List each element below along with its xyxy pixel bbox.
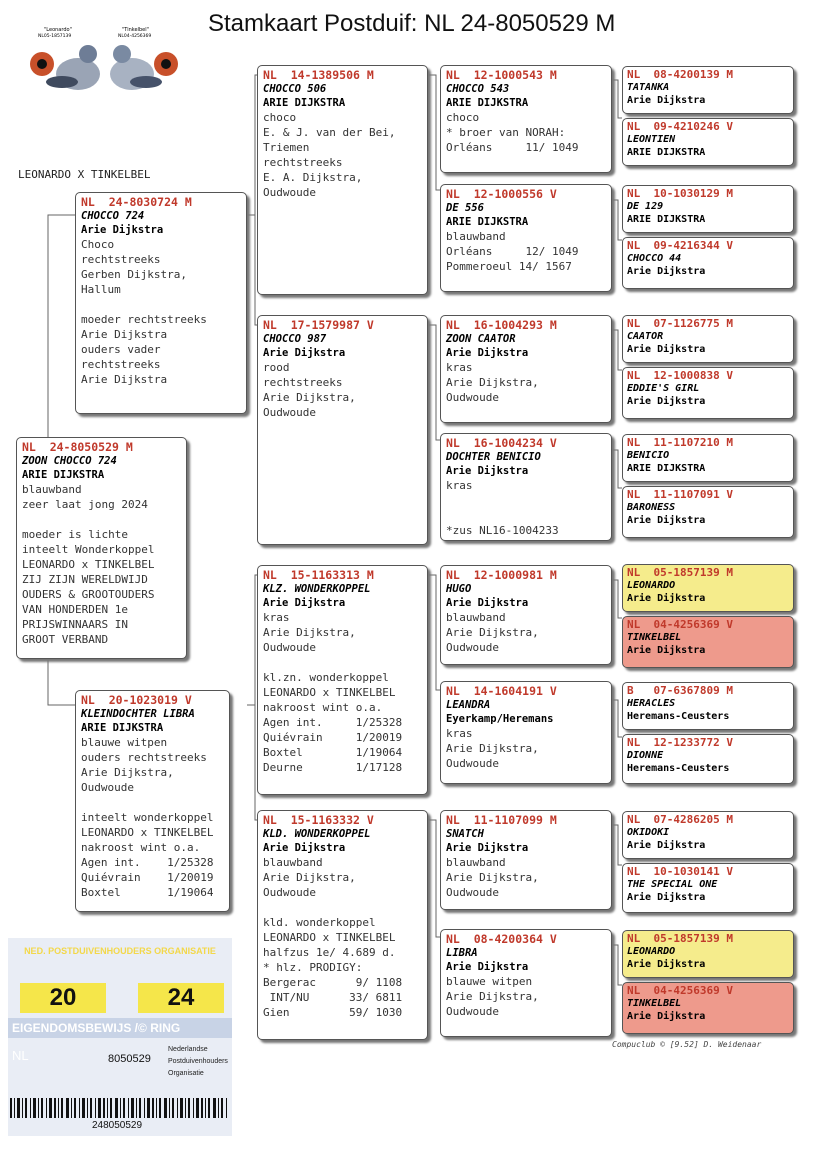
owner: Arie Dijkstra (627, 266, 706, 277)
pigeon-card-fm[interactable] (257, 315, 428, 545)
owner: ARIE DIJKSTRA (263, 97, 346, 109)
cert-org-line1: Nederlandse (168, 1046, 208, 1053)
pigeon-card-g1[interactable] (622, 66, 794, 114)
description: blauwband Arie Dijkstra, Oudwoude kld. wonderkoppel LEONARDO x TINKELBEL halfzus 1e/ 4.689 d. * hlz. PRODIGY: Bergerac 9/ 1108 INT/NU 33/ 6811 Gien 59/ 1030 (263, 856, 403, 1019)
pigeon-name: DOCHTER BENICIO (446, 451, 541, 463)
cert-title: EIGENDOMSBEWIJS /© RING (8, 1018, 232, 1038)
logo-right-label: "Tinkelbel" (122, 27, 149, 33)
pigeon-card-g6[interactable] (622, 367, 794, 419)
pigeon-name: SNATCH (446, 828, 484, 840)
pigeon-card-mother[interactable] (75, 690, 230, 912)
owner: Arie Dijkstra (627, 593, 706, 604)
owner: Heremans-Ceusters (627, 711, 730, 722)
pairing-label: LEONARDO X TINKELBEL (18, 168, 151, 181)
cert-ring-number: 8050529 (108, 1053, 151, 1065)
owner: Arie Dijkstra (627, 645, 706, 656)
description: choco * broer van NORAH: Orléans 11/ 1049 (446, 111, 579, 154)
pigeon-card-mf[interactable] (257, 565, 428, 795)
pigeon-card-ffm[interactable] (440, 184, 612, 292)
ring-number: NL 10-1030141 V (627, 865, 733, 878)
pigeon-name: CHOCCO 506 (263, 83, 327, 95)
pigeon-name: LIBRA (446, 947, 478, 959)
barcode-number: 248050529 (92, 1120, 143, 1131)
pigeon-name: CHOCCO 987 (263, 333, 327, 345)
pigeon-card-fff[interactable] (440, 65, 612, 173)
pigeon-card-father[interactable] (75, 192, 247, 414)
logo-left-ring: NL05-1857139 (38, 34, 72, 39)
owner: Arie Dijkstra (446, 347, 529, 359)
owner: Arie Dijkstra (627, 959, 706, 970)
owner: Arie Dijkstra (627, 840, 706, 851)
description: blauwband zeer laat jong 2024 moeder is lichte inteelt Wonderkoppel LEONARDO x TINKELBEL ZIJ ZIJN WERELDWIJD OUDERS & GROOTOUDERS VAN HONDERDEN 1e PRIJSWINNAARS IN GROOT VERBAND (22, 483, 155, 646)
ring-number: NL 05-1857139 M (627, 932, 733, 945)
ring-number: NL 07-4286205 M (627, 813, 733, 826)
owner: Heremans-Ceusters (627, 763, 730, 774)
pigeon-card-g4[interactable] (622, 237, 794, 289)
owner: Arie Dijkstra (627, 892, 706, 903)
owner: ARIE DIJKSTRA (22, 469, 105, 481)
ring-number: NL 07-1126775 M (627, 317, 733, 330)
ring-number: NL 12-1233772 V (627, 736, 733, 749)
owner: ARIE DIJKSTRA (627, 147, 706, 158)
description: kras Arie Dijkstra, Oudwoude (446, 727, 539, 770)
pigeon-card-g11[interactable] (622, 682, 794, 730)
pigeon-name: TATANKA (627, 82, 670, 93)
owner: Arie Dijkstra (446, 465, 529, 477)
pigeon-card-subject[interactable] (16, 437, 187, 659)
pigeon-name: LEANDRA (446, 699, 491, 711)
pigeon-card-g9[interactable] (622, 564, 794, 612)
pigeon-name: DIONNE (627, 750, 664, 761)
ring-number: NL 14-1389506 M (263, 68, 374, 82)
owner: Arie Dijkstra (446, 597, 529, 609)
pigeon-name: CHOCCO 44 (627, 253, 682, 264)
description: Choco rechtstreeks Gerben Dijkstra, Hallum moeder rechtstreeks Arie Dijkstra ouders vader rechtstreeks Arie Dijkstra (81, 238, 207, 386)
ring-number: NL 05-1857139 M (627, 566, 733, 579)
owner: Arie Dijkstra (627, 396, 706, 407)
pigeon-name: KLD. WONDERKOPPEL (263, 828, 371, 840)
pigeon-card-fmf[interactable] (440, 315, 612, 423)
owner: Arie Dijkstra (81, 224, 164, 236)
pigeon-name: LEONARDO (627, 580, 676, 591)
owner: ARIE DIJKSTRA (446, 216, 529, 228)
pigeon-card-g15[interactable] (622, 930, 794, 978)
pigeon-card-g3[interactable] (622, 185, 794, 233)
pigeon-card-g12[interactable] (622, 734, 794, 784)
pigeon-card-g13[interactable] (622, 811, 794, 859)
pigeon-name: ZOON CHOCCO 724 (22, 455, 117, 467)
pigeon-card-mff[interactable] (440, 565, 612, 665)
pigeon-name: HUGO (446, 583, 472, 595)
owner: Arie Dijkstra (263, 842, 346, 854)
ring-number: NL 11-1107099 M (446, 813, 557, 827)
ring-number: NL 20-1023019 V (81, 693, 192, 707)
owner: ARIE DIJKSTRA (81, 722, 164, 734)
cert-org-line2: Postduivenhouders (168, 1058, 228, 1065)
owner: ARIE DIJKSTRA (446, 97, 529, 109)
pigeon-card-mmm[interactable] (440, 929, 612, 1037)
barcode (8, 1098, 232, 1118)
page-title: Stamkaart Postduif: NL 24-8050529 M (208, 10, 616, 37)
pigeon-card-ff[interactable] (257, 65, 428, 295)
owner: ARIE DIJKSTRA (627, 463, 706, 474)
pigeon-card-g10[interactable] (622, 616, 794, 668)
ring-number: NL 24-8050529 M (22, 440, 133, 454)
pigeon-card-g2[interactable] (622, 118, 794, 166)
description: blauwband Arie Dijkstra, Oudwoude (446, 856, 539, 899)
pigeon-name: EDDIE'S GIRL (627, 383, 700, 394)
ring-number: NL 12-1000556 V (446, 187, 557, 201)
pigeon-card-g7[interactable] (622, 434, 794, 482)
description: choco E. & J. van der Bei, Triemen rechtstreeks E. A. Dijkstra, Oudwoude (263, 111, 396, 199)
footer-credit: Compuclub © [9.52] D. Weidenaar (612, 1040, 762, 1049)
ring-number: NL 17-1579987 V (263, 318, 374, 332)
description: blauwband Arie Dijkstra, Oudwoude (446, 611, 539, 654)
description: blauwe witpen ouders rechtstreeks Arie Dijkstra, Oudwoude inteelt wonderkoppel LEONARDO x TINKELBEL nakroost wint o.a. Agen int. 1/25328 Quiévrain 1/20019 Boxtel 1/19064 (81, 736, 214, 899)
pigeon-name: HERACLES (627, 698, 676, 709)
ring-number: NL 12-1000981 M (446, 568, 557, 582)
ring-number: NL 12-1000838 V (627, 369, 733, 382)
owner: Arie Dijkstra (263, 597, 346, 609)
cert-header: NED. POSTDUIVENHOUDERS ORGANISATIE (24, 946, 216, 956)
ring-number: NL 11-1107210 M (627, 436, 733, 449)
description: blauwe witpen Arie Dijkstra, Oudwoude (446, 975, 539, 1018)
pigeon-name: CHOCCO 724 (81, 210, 145, 222)
ring-number: NL 11-1107091 V (627, 488, 733, 501)
cert-org-line3: Organisatie (168, 1070, 204, 1077)
ring-number: NL 24-8030724 M (81, 195, 192, 209)
owner: Arie Dijkstra (627, 344, 706, 355)
description: kras Arie Dijkstra, Oudwoude kl.zn. wonderkoppel LEONARDO x TINKELBEL nakroost wint o.a. Agen int. 1/25328 Quiévrain 1/20019 Boxtel 1/19064 Deurne 1/17128 (263, 611, 403, 774)
description: rood rechtstreeks Arie Dijkstra, Oudwoude (263, 361, 356, 419)
pigeon-name: KLZ. WONDERKOPPEL (263, 583, 371, 595)
description: kras Arie Dijkstra, Oudwoude (446, 361, 539, 404)
ring-number: NL 14-1604191 V (446, 684, 557, 698)
owner: Arie Dijkstra (627, 1011, 706, 1022)
description: blauwband Orléans 12/ 1049 Pommeroeul 14/ 1567 (446, 230, 579, 273)
pigeon-name: LEONTIEN (627, 134, 676, 145)
ring-number: NL 15-1163313 M (263, 568, 374, 582)
owner: Arie Dijkstra (446, 842, 529, 854)
owner: Arie Dijkstra (446, 961, 529, 973)
owner: Arie Dijkstra (627, 95, 706, 106)
pigeon-name: CAATOR (627, 331, 664, 342)
description: kras *zus NL16-1004233 (446, 479, 559, 537)
pigeon-name: CHOCCO 543 (446, 83, 510, 95)
owner: Eyerkamp/Heremans (446, 713, 554, 725)
logo-left-label: "Leonardo" (44, 27, 72, 33)
pigeon-name: BARONESS (627, 502, 676, 513)
ring-number: NL 08-4200139 M (627, 68, 733, 81)
owner: ARIE DIJKSTRA (627, 214, 706, 225)
ring-number: NL 16-1004234 V (446, 436, 557, 450)
pigeon-card-g14[interactable] (622, 863, 794, 913)
pigeon-name: KLEINDOCHTER LIBRA (81, 708, 195, 720)
owner: Arie Dijkstra (263, 347, 346, 359)
pigeon-name: LEONARDO (627, 946, 676, 957)
cert-year-left: 20 (20, 983, 106, 1013)
pigeon-name: TINKELBEL (627, 998, 682, 1009)
pigeon-name: THE SPECIAL ONE (627, 879, 718, 890)
pigeon-name: DE 129 (627, 201, 664, 212)
pigeon-card-mmf[interactable] (440, 810, 612, 910)
pigeon-name: OKIDOKI (627, 827, 670, 838)
cert-country: NL (12, 1048, 29, 1063)
ring-number: NL 04-4256369 V (627, 618, 733, 631)
pigeon-card-mfm[interactable] (440, 681, 612, 784)
pigeon-card-g5[interactable] (622, 315, 794, 363)
ring-number: B 07-6367809 M (627, 684, 733, 697)
ring-number: NL 04-4256369 V (627, 984, 733, 997)
ring-number: NL 16-1004293 M (446, 318, 557, 332)
pigeon-card-g16[interactable] (622, 982, 794, 1034)
logo-right-ring: NL04-4256369 (118, 34, 152, 39)
cert-year-right: 24 (138, 983, 224, 1013)
pigeon-name: TINKELBEL (627, 632, 682, 643)
pigeon-name: ZOON CAATOR (446, 333, 516, 345)
cert-org (168, 1044, 228, 1080)
ring-number: NL 09-4216344 V (627, 239, 733, 252)
ring-number: NL 09-4210246 V (627, 120, 733, 133)
ring-number: NL 12-1000543 M (446, 68, 557, 82)
ring-number: NL 10-1030129 M (627, 187, 733, 200)
pigeon-name: DE 556 (446, 202, 484, 214)
pigeon-name: BENICIO (627, 450, 670, 461)
owner: Arie Dijkstra (627, 515, 706, 526)
ring-number: NL 15-1163332 V (263, 813, 374, 827)
ring-number: NL 08-4200364 V (446, 932, 557, 946)
pigeon-card-g8[interactable] (622, 486, 794, 538)
pigeon-card-mm[interactable] (257, 810, 428, 1040)
ownership-certificate (8, 938, 232, 1136)
pigeon-card-fmm[interactable] (440, 433, 612, 541)
